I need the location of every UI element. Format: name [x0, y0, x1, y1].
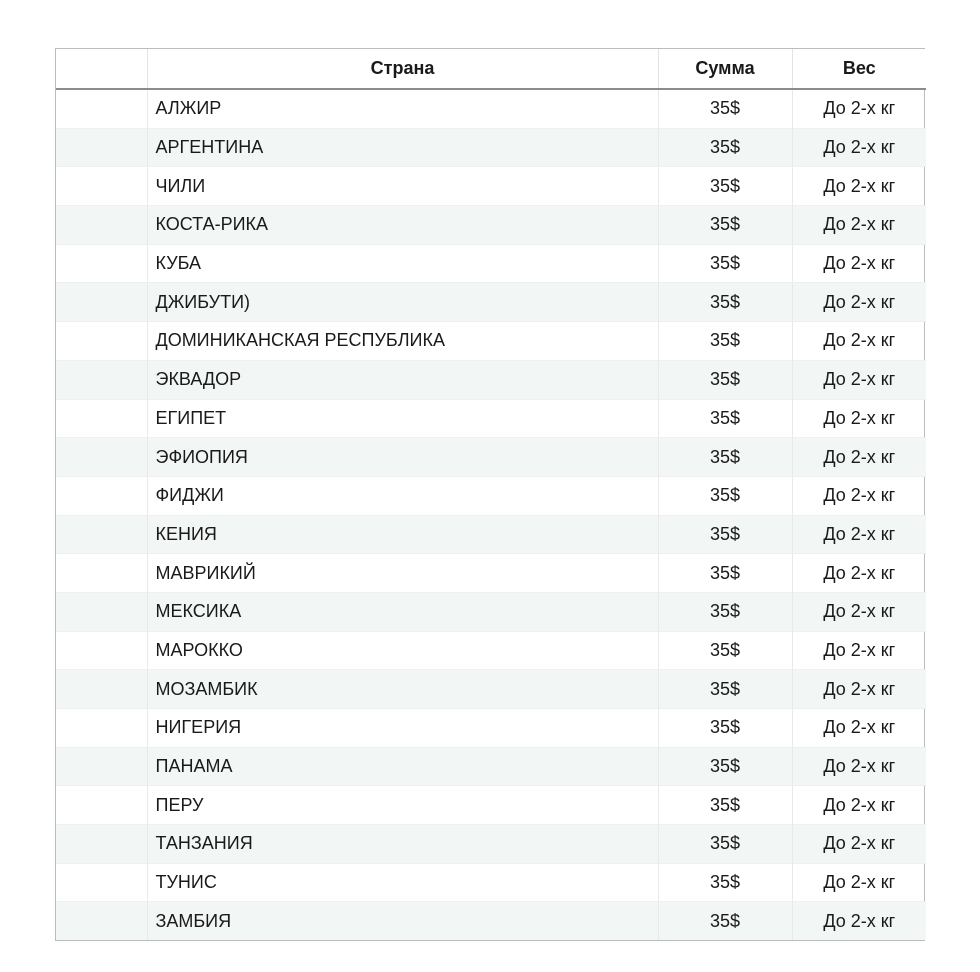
- sum-cell: 35$: [658, 592, 792, 631]
- country-cell: ЗАМБИЯ: [147, 902, 658, 940]
- table-body: [56, 89, 926, 940]
- table-row: [56, 360, 926, 399]
- rates-table: [56, 49, 926, 940]
- sum-cell: 35$: [658, 747, 792, 786]
- weight-cell: До 2-х кг: [792, 167, 926, 206]
- shipping-rates-table: [55, 48, 925, 941]
- country-cell: ЭКВАДОР: [147, 360, 658, 399]
- row-index-cell: [56, 399, 147, 438]
- row-index-cell: [56, 360, 147, 399]
- weight-cell: До 2-х кг: [792, 863, 926, 902]
- table-row: [56, 709, 926, 748]
- row-index-cell: [56, 206, 147, 245]
- row-index-cell: [56, 592, 147, 631]
- sum-cell: 35$: [658, 244, 792, 283]
- table-row: [56, 322, 926, 361]
- country-cell: МЕКСИКА: [147, 592, 658, 631]
- weight-cell: До 2-х кг: [792, 786, 926, 825]
- country-cell: НИГЕРИЯ: [147, 709, 658, 748]
- sum-cell: 35$: [658, 399, 792, 438]
- sum-cell: 35$: [658, 786, 792, 825]
- table-row: [56, 825, 926, 864]
- sum-cell: 35$: [658, 709, 792, 748]
- weight-cell: До 2-х кг: [792, 360, 926, 399]
- sum-cell: 35$: [658, 476, 792, 515]
- row-index-cell: [56, 902, 147, 940]
- weight-cell: До 2-х кг: [792, 322, 926, 361]
- row-index-cell: [56, 476, 147, 515]
- country-cell: ДЖИБУТИ): [147, 283, 658, 322]
- table-row: [56, 206, 926, 245]
- weight-cell: До 2-х кг: [792, 399, 926, 438]
- sum-cell: 35$: [658, 863, 792, 902]
- header-weight: Вес: [792, 49, 926, 89]
- weight-cell: До 2-х кг: [792, 128, 926, 167]
- row-index-cell: [56, 631, 147, 670]
- table-row: [56, 438, 926, 477]
- weight-cell: До 2-х кг: [792, 244, 926, 283]
- sum-cell: 35$: [658, 902, 792, 940]
- row-index-cell: [56, 670, 147, 709]
- row-index-cell: [56, 747, 147, 786]
- row-index-cell: [56, 786, 147, 825]
- sum-cell: 35$: [658, 128, 792, 167]
- table-row: [56, 167, 926, 206]
- table-row: [56, 747, 926, 786]
- weight-cell: До 2-х кг: [792, 554, 926, 593]
- sum-cell: 35$: [658, 322, 792, 361]
- weight-cell: До 2-х кг: [792, 747, 926, 786]
- weight-cell: До 2-х кг: [792, 476, 926, 515]
- country-cell: МАВРИКИЙ: [147, 554, 658, 593]
- country-cell: ЭФИОПИЯ: [147, 438, 658, 477]
- weight-cell: До 2-х кг: [792, 283, 926, 322]
- country-cell: КОСТА-РИКА: [147, 206, 658, 245]
- country-cell: КЕНИЯ: [147, 515, 658, 554]
- country-cell: ЕГИПЕТ: [147, 399, 658, 438]
- table-row: [56, 128, 926, 167]
- sum-cell: 35$: [658, 360, 792, 399]
- row-index-cell: [56, 128, 147, 167]
- row-index-cell: [56, 322, 147, 361]
- sum-cell: 35$: [658, 554, 792, 593]
- row-index-cell: [56, 709, 147, 748]
- weight-cell: До 2-х кг: [792, 902, 926, 940]
- weight-cell: До 2-х кг: [792, 670, 926, 709]
- country-cell: ПЕРУ: [147, 786, 658, 825]
- sum-cell: 35$: [658, 438, 792, 477]
- sum-cell: 35$: [658, 283, 792, 322]
- sum-cell: 35$: [658, 631, 792, 670]
- table-row: [56, 786, 926, 825]
- country-cell: ПАНАМА: [147, 747, 658, 786]
- table-row: [56, 89, 926, 128]
- header-row: [56, 49, 926, 89]
- sum-cell: 35$: [658, 670, 792, 709]
- country-cell: АРГЕНТИНА: [147, 128, 658, 167]
- table-row: [56, 902, 926, 940]
- sum-cell: 35$: [658, 167, 792, 206]
- table-row: [56, 863, 926, 902]
- country-cell: ДОМИНИКАНСКАЯ РЕСПУБЛИКА: [147, 322, 658, 361]
- weight-cell: До 2-х кг: [792, 89, 926, 128]
- weight-cell: До 2-х кг: [792, 825, 926, 864]
- row-index-cell: [56, 554, 147, 593]
- row-index-cell: [56, 167, 147, 206]
- weight-cell: До 2-х кг: [792, 709, 926, 748]
- header-index: [56, 49, 147, 89]
- country-cell: ТАНЗАНИЯ: [147, 825, 658, 864]
- table-row: [56, 283, 926, 322]
- sum-cell: 35$: [658, 825, 792, 864]
- table-row: [56, 592, 926, 631]
- row-index-cell: [56, 283, 147, 322]
- country-cell: ЧИЛИ: [147, 167, 658, 206]
- table-row: [56, 670, 926, 709]
- header-country: Страна: [147, 49, 658, 89]
- row-index-cell: [56, 89, 147, 128]
- table-row: [56, 399, 926, 438]
- table-row: [56, 554, 926, 593]
- country-cell: МАРОККО: [147, 631, 658, 670]
- sum-cell: 35$: [658, 515, 792, 554]
- weight-cell: До 2-х кг: [792, 515, 926, 554]
- sum-cell: 35$: [658, 89, 792, 128]
- table-row: [56, 515, 926, 554]
- row-index-cell: [56, 515, 147, 554]
- country-cell: ТУНИС: [147, 863, 658, 902]
- weight-cell: До 2-х кг: [792, 592, 926, 631]
- weight-cell: До 2-х кг: [792, 438, 926, 477]
- sum-cell: 35$: [658, 206, 792, 245]
- weight-cell: До 2-х кг: [792, 206, 926, 245]
- row-index-cell: [56, 438, 147, 477]
- table-row: [56, 631, 926, 670]
- table-row: [56, 476, 926, 515]
- country-cell: МОЗАМБИК: [147, 670, 658, 709]
- country-cell: КУБА: [147, 244, 658, 283]
- country-cell: АЛЖИР: [147, 89, 658, 128]
- row-index-cell: [56, 825, 147, 864]
- country-cell: ФИДЖИ: [147, 476, 658, 515]
- weight-cell: До 2-х кг: [792, 631, 926, 670]
- header-sum: Сумма: [658, 49, 792, 89]
- table-header: [56, 49, 926, 89]
- table-row: [56, 244, 926, 283]
- row-index-cell: [56, 863, 147, 902]
- row-index-cell: [56, 244, 147, 283]
